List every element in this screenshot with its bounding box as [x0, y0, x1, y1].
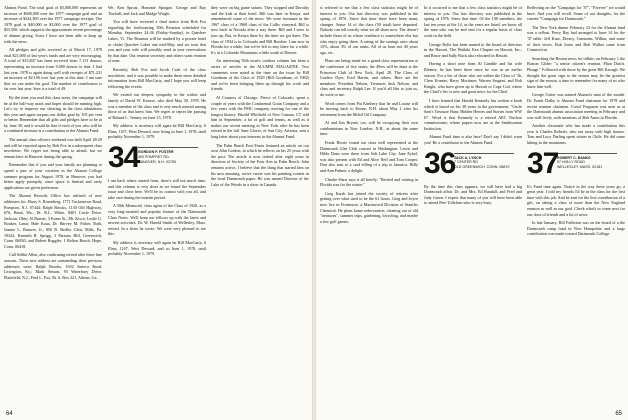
paragraph: Recently, Bob Fox and Jacob Craft of the class newsletter, and it was possible to make these more detailed information from Bill MacCarty, and I hope you will keep following the events.	[108, 66, 206, 89]
paragraph: I am back where started from, there's still not much time, and this column is very short as we found the September issue and close here. We'll be in contact with you all, and take care during the interim period.	[108, 178, 206, 200]
left-column-1	[4, 5, 102, 405]
paragraph: Having a short note from Al Gamble and his wife Eleanor, he has been there since he was in an earlier season. For a list of those who are within the Class of '36, Clem Kramer, Harry Mortimer, Warren Sargent, and Bob Knight, who have given up to Hawaii or Cape Cod, where the Chief's Sec is new and great news for the Chief.	[424, 61, 522, 95]
paragraph: We, Ken Sproat, Hommie Sprague, George and Ray Tinchall, and Jack and Madge Wright.	[108, 5, 206, 16]
class-secretary-address	[454, 156, 509, 170]
class-secretary-address	[557, 156, 602, 170]
right-page	[316, 0, 628, 420]
address-line: 400 POMFRET RD.	[138, 154, 170, 159]
right-column-3	[527, 5, 625, 405]
paragraph: An interesting 50th issue's outdoor column has been a series of articles in the ALUMNI MAGAZINE. Two comments were noted at the time on the issue by Bill Goodman of the Class of 1929 (Bill Goodman, of 1982) and we've been bringing them up through his work and friends.	[211, 58, 309, 92]
class-header-34	[108, 141, 206, 175]
address-line: WELLESLEY, MASS. 02181	[557, 165, 603, 170]
class-header-37	[527, 146, 625, 180]
paragraph: It's Fund time again. Notice in the way these years go, a great year. I told my friends I'd be in the class for the first time with this job. And he sent for the first contribution of a gift, on taking a class of more than the New England reunion as well as our goal. Check what's to come next for our class of friends and a lot of news.	[527, 183, 625, 217]
paragraph: George Rolfe has been named to the board of directors in the Hawaii. The Waikiki Kea Chapter on Hawaii, Inc., and Bruce and Sally Buck also relocated in Hawaii.	[424, 41, 522, 58]
left-column-2	[108, 5, 206, 405]
paragraph: they were on big game safaris. They stopped and Dorothy and the kids at their hotel. Bill was later in Kenya, and remembered some of the news. We were fortunate in the 1967 class of a 1968 class of the Collis vineyard. Bill is now back in Nevada after a stay there. Bill and I were to join up. But, in Kenya there by the time we got there. The class of 1934 is in Colorado and Bill Butcher. I am now in Florida for a while, but we've left to stay there for a while. It's in a Colorado Mountains a little south of Denver.	[211, 5, 309, 55]
paragraph: By the time this class appears, we will have had a big Dartmouth affair. Dr. and Mrs. Ed Randall, and Fred and Judy Green. I expect that many of you will have been able to attend Pete Tollefsen who is very busy.	[424, 183, 522, 206]
paragraph: Charlie Shaw says it all briefly: "Retired and retiring in Florida was for the winter."	[320, 176, 418, 188]
left-column-3	[211, 5, 309, 405]
right-column-2	[424, 5, 522, 405]
paragraph: We extend our deepest sympathy to the widow and family of David W. Krouse, who died May 30, 1978. He was a member of the class and is very much missed among those of us that knew him. We regret to report the passing of Roland L. Tenney on June 15, 1978.	[108, 92, 206, 120]
paragraph: Frank Horrie found our class well represented at the Dartmouth Glee Club concert in Washington. Lewis and Hilda Dean were there from Salt Lake City. Jane Eykel, was also present with Ed and Alice Neff and Tom Cooper. Don also sent to a card telling of a trip to Jamaica. Hilly and Ann Palmer, a delight.	[320, 140, 418, 174]
paragraph: Plans are being made for a grand class representation at the conference of five states, the 49ers will be done at the Princeton Club of New York, April 28. The Class of Gordon Dyer, Fred Harrin, and others. Here are the members: President Nelson, Treasurer Jack Nelson, and class and secretary Ralph Lee. If you'd all like to join us, do write to me.	[320, 58, 418, 97]
secretary-name: ROBERT C. BANKS	[557, 155, 591, 160]
page-number: 64	[6, 411, 13, 417]
class-header-36	[424, 146, 522, 180]
paragraph: My address is secretary will again be Bill MacCarty, 6 Elms, 1107, West Deward, and so June 1, 1978, until probably November 1, 1979.	[108, 240, 206, 257]
paragraph: George Cotter was named Alumni's man of the month. Dr. Frank Dalby is Alumni Fund chairman for 1978 and recent reunion chairman. Crowf Ferguson was seen as at the Dartmouth alumni association meeting in February and was well lively, with mentions of Bob Ames in Florida.	[527, 92, 625, 120]
paragraph: In late January, Bill Fullerton was on the board of a the Dartmouth camp fund in New Hampshire and a large contribution was made toward Dartmouth College.	[527, 220, 625, 237]
paragraph: In it occurred to me that a few class statistics might be of interest to you. Our last directory was published in the spring of 1976. Since that time. Of the 100 members, the last ten years of the 14, as the years are listed, we know all the men who can be and sent for a regular basis of class work in the field.	[424, 5, 522, 38]
paragraph: All pledges and gifts received as of March 17, 1978 total $21,000 of last year's funds and are very encouraging. A total of $13,847 has been received from 7,113 donors, representing an increase from 9,000 donors to date. I had last year. 1978 is again doing well with receipts of $71,231 an increase of $2,106 over last year at this time. I am sure that we can make the goal. The number of contributors is far ever last year. Sure is a total of 49.	[4, 47, 102, 92]
paragraph: Alumni Fund time is also here! Don't say I didn't warn you! Be a contributor to the Alumni Fund.	[424, 134, 522, 146]
paragraph: My address: is secretary will again be Bill MacCarty, 6 Elms, 1107, West Deward, now living in June 1, 1978, until probably November 1, 1979.	[108, 123, 206, 140]
page-number: 65	[615, 411, 622, 417]
paragraph: Remember that if you and your family are planning to spend a part of your vacation in the Alumni College summer program for August 1978, in Hanover, you had better apply promptly, since space is limited and early applications are given preference.	[4, 162, 102, 190]
address-line: 7 CENTER RD	[454, 160, 478, 165]
secretary-name: JACK A. LYNCH	[454, 155, 482, 160]
paragraph: is referred to me that a few class statistics might be of interest to you. Our last directory was published in the spring of 1976. Since that time there have been many changes. Some 14 of the class (50 total) have departed. Nobody can tell exactly what we all share now. The doesn't include those of us whose residence is somewhere else but who enjoy going there. A rating of the sonings ratio about 15%, about 3% of our ranks. All of us born not 40 years ago, etc.	[320, 5, 418, 55]
address-line: OLD GREENWICH, CONN. 06870	[454, 165, 510, 170]
paragraph: Al and Jim Bryant, too, will be occupying their own condominium in New London, N.H., at about the same time.	[320, 120, 418, 137]
paragraph: The annual class officers weekend was held April 28-29 and will be reported upon by Bob Fox in a subsequent class newsletter. We regret not being able to attend, but we remain here in Hanover during the spring.	[4, 137, 102, 159]
secretary-name: GORDON F. FOSTER	[138, 150, 174, 155]
paragraph: The New York dinner February 23 for the Alumni fund was a sellout. Percy Ray had arranged to have 14 for the '37 table: Jeff Kurz, Dorsey, Cummins, Wilbur, and some of their wives. Bob Jones and Bob Walker came from Connecticut.	[527, 24, 625, 53]
paragraph: A 50th Memorial, class agent of the Class of 1920, as a very long-awaited and popular feature of the Dartmouth Class Notes. We'll keep our fellows up with the latest and newest activities. Dr. W. Harold Smith of Wellesley, Mass. retired. In a letter he wrote: We were very pleased to see this.	[108, 203, 206, 237]
paragraph: Word comes from Pat Kimbery that he and Louise will be moving back to Keene, N.H. about May 1 after his retirement from the Mobil Oil Company.	[320, 100, 418, 117]
paragraph: Alumni Fund. The total goal of $5,000,000 represents an increase of $600,000 over the 1977 campaign goal and an increase of $244,300 over the 1977 campaign receipts. The 1978 goal is $40,000 or $3,000 over the 1977 goal of $55,500, which supports the approximate recent percentage of alumni giving. Sorry I have not been able to keep up with the news.	[4, 5, 102, 44]
right-column-1	[320, 5, 418, 405]
paragraph: By the time you read this class notes, the campaign will be at the half-way mark and hopes should be running high. Let's try to improve our showing in the class tabulations this year and again surpass our dollar goal by 105 per cent or better. Remember that all gifts and pledges have to be in by June 30, and it would be fine if each of you who will be a continued increase is a contribution to the Alumni Fund.	[4, 94, 102, 134]
paragraph: Reflecting on the "Campaign for '37", "Forever" we would have. And you will recall. Some of our thoughts, for the current "Campaign for Dartmouth."	[527, 5, 625, 22]
class-number: 36	[424, 146, 456, 180]
paragraph: Searching the Boston news for tidbits, on February 1 the Boston Globe: "a senior citizen's reunion. Plain Dutch. Plunge." Followed with those by the great Bill Keough. We thought the great sign to the season may be the greatest sign of the season, a time to remember for many of us who knew him well.	[527, 55, 625, 89]
paragraph: The Palm Beach Post-Times featured an article on our own John Gordon, in which he reflects on his 25 years with the post. The article is now retired after eight years in direction of Society of the Four Arts in Palm Beach. John remains active, I believe that the thing that started him on his now amusing, active career was his painting contest in the local Dartmouth paper. He was named Director of the Lake of the Woods in a show in Canada.	[211, 142, 309, 187]
address-line: HANOVER, N.H. 03755	[138, 159, 176, 164]
paragraph: Call Sebbit Allen, also confirming retired after three fine seasons. These new address are outstanding: their previous addresses were: Ralph Brooks, 1652 Seneca Road, Lexington, Ky.; Mark Steuart, 93 Waterbury Drive, Plainfield, N.J.; Fred L. Fox, Rt. 6, Box 221, Athens, Ga.	[4, 252, 102, 280]
paragraph: The Alumni Records Office has advised of new addresses for: Harry S. Rosenberg, 1771 Tuckertown Road, Pompton, N.J. 07444; Ralph Brooks, 1130 Old Highway, #76, Bend, Wa.; Dr. R.L. White, 8401 Circle Drive, Jackson, Ohio; Al Barrett, 3 Evans St., Mt. Kisco; Leslie G. Bouker, Lanai; Hale Kaua, Dr. Harvey M. Fisher, Bath, Jeanne L. Banwer, Jr., 850 B. Bedfor Glen, Mills, Pa. 19342; Kenneth R. Sprigg, 3 Parsons Hill, Greenwich, Conn. 06830; and Robert Ruggles, 1 Bolton Beach, Hope, Conn. 06418.	[4, 193, 102, 249]
class-secretary-address	[138, 150, 176, 164]
paragraph: Another classmate who has made a contribution this year is Charles Roberts, who ran away with high honors. Tom and Lucy Darling spent winter in Chile. He did some hiking in the mountains.	[527, 123, 625, 146]
address-line: 57 HOLLY ROAD	[557, 160, 585, 165]
class-number: 37	[527, 146, 559, 180]
class-number: 34	[108, 141, 140, 175]
paragraph: I have learned that Harold Kennedy has written a book which is based on his 38 years in the government, "Uncle Sam's Treasure Hunt: Hidden Heroes and Stories from WW II". Word is that Kennedy is a retired AEC Nuclear commissioner, whose papers now are at the Smithsonian Institution.	[424, 97, 522, 131]
paragraph: You will have received a final notice from Bob Fox regarding the forthcoming 50th Reunion scheduled for Monday, September 24-26 (Friday-Sunday), in Quechee Lakes, Vt. The Reunion will be marked by a private hotel or chalet Quechee Lakes one mid-May, and we trust that you and your wife will possibly send in your reservations by that date. Our reunion secretary and others want reunion of men.	[108, 19, 206, 64]
paragraph: Greg Karsh has joined the society of retirees after getting over what used to be the 61 hours. Greg and Joyce now live in Frostmore, a Marinwood Division of Stauffer Chemical. He plans home redecoration, cleaning out of old "treasures", summer trips, gardening, bicycling, and maybe a few golf games.	[320, 190, 418, 224]
paragraph: Al Connors of Chicago, Pierce of Colorado, spent a couple of years with the Continental Grain Company and a few years with the FMC company, moving for one of the longest history. Harold Whitfield of New Canaan, CT told him in September, a lot of golf and tennis, as well as it makes our recent meeting in New York after he has been retired in the fall. Sam Glover, of Sun City, Arizona, sent a long letter about your interests in the Alumni Fund.	[211, 94, 309, 140]
left-page	[0, 0, 312, 420]
